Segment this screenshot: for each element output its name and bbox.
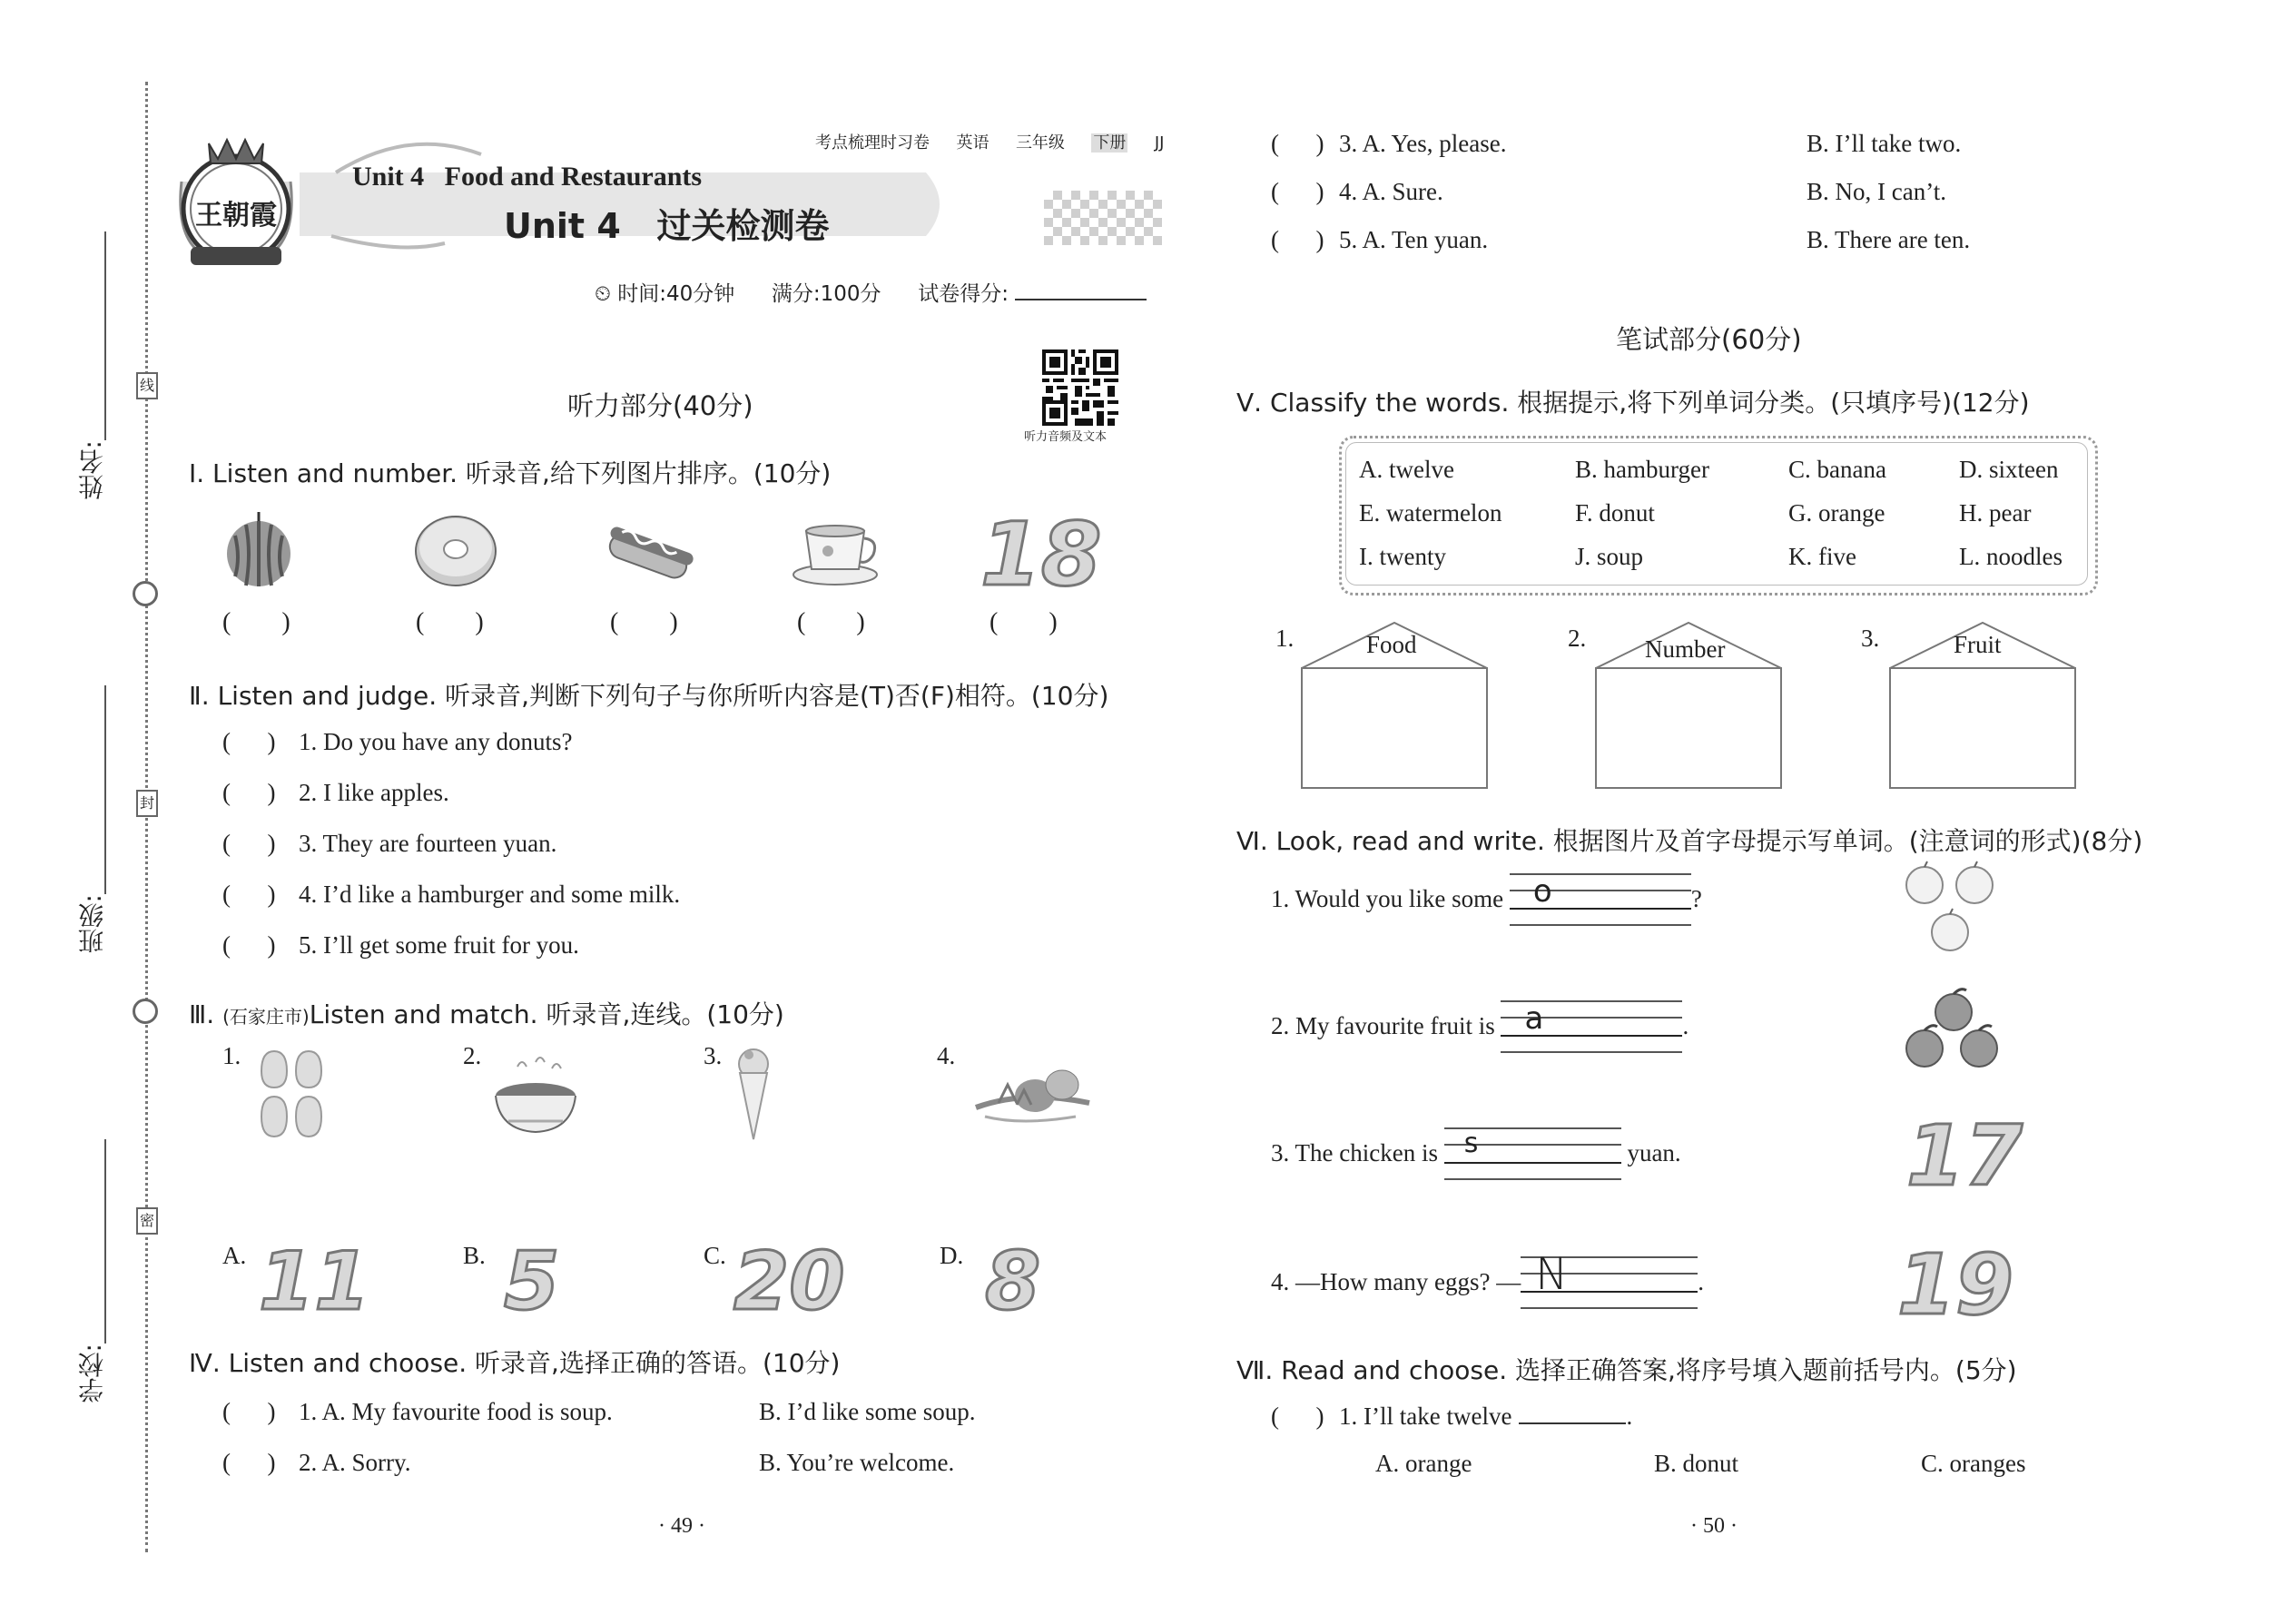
qr-caption: 听力音频及文本 [1024, 430, 1108, 444]
watermelon-picture [222, 508, 295, 590]
header-info [815, 130, 1165, 153]
test-title: Unit 4 过关检测卷 [504, 206, 830, 246]
clock-icon: ⏲ [595, 282, 611, 306]
word-item: H. pear [1959, 499, 2032, 527]
match-label-2: 2. [463, 1042, 482, 1069]
section-7-title: Ⅶ. Read and choose. 选择正确答案,将序号填入题前括号内。(5分) [1236, 1355, 2017, 1385]
hint-letter: N [1535, 1249, 1569, 1300]
section-1-title: Ⅰ. Listen and number. 听录音,给下列图片排序。(10分) [189, 458, 832, 488]
grade: 三年级 [1015, 133, 1065, 153]
section-4-title: Ⅳ. Listen and choose. 听录音,选择正确的答语。(10分) [189, 1348, 841, 1378]
binding-hole [133, 999, 158, 1024]
option-c: C. oranges [1921, 1450, 2026, 1477]
house-number-2: 2. [1568, 625, 1587, 652]
choose-item: ( ) 2. A. Sorry. [222, 1449, 411, 1476]
unit-title: Unit 4 Food and Restaurants [352, 162, 703, 192]
hot-dog-picture [604, 517, 694, 590]
judge-item: ( ) 2. I like apples. [222, 779, 449, 806]
house-number-3: 3. [1861, 625, 1880, 652]
binding-hole [133, 581, 158, 606]
write-item-2: 2. My favourite fruit is a . [1271, 997, 1689, 1060]
section-3-title: Ⅲ. (石家庄市)Listen and match. 听录音,连线。(10分) [189, 999, 784, 1029]
logo-text: 王朝霞 [195, 200, 277, 231]
house-label-number: Number [1645, 635, 1726, 663]
listening-heading: 听力部分(40分) [567, 390, 753, 421]
number-18-picture: 18 [980, 504, 1102, 605]
number-8-picture[interactable]: 8 [985, 1235, 1041, 1328]
answer-paren[interactable]: ( ) [1271, 130, 1324, 157]
cut-mark-line: 线 [136, 372, 158, 399]
match-label-4: 4. [937, 1042, 956, 1069]
subject: 英语 [956, 133, 989, 153]
name-label: 姓名: [77, 440, 107, 500]
exam-meta [595, 277, 1147, 307]
word-item: I. twenty [1359, 543, 1446, 570]
four-line-blank[interactable] [1521, 1249, 1698, 1316]
hint-letter: a [1524, 1000, 1544, 1037]
answer-paren[interactable]: ( ) [222, 931, 276, 959]
score-label: 试卷得分: [918, 282, 1009, 306]
answer-paren[interactable]: ( ) [222, 830, 276, 857]
brand-logo [163, 127, 309, 272]
option-b: B. donut [1654, 1450, 1739, 1477]
pears-picture[interactable] [254, 1044, 331, 1144]
name-field[interactable] [104, 231, 106, 440]
choose-option-b: B. No, I can’t. [1807, 178, 1946, 205]
choose-item: ( ) 5. A. Ten yuan. [1271, 226, 1489, 253]
answer-paren-3[interactable]: ( ) [610, 608, 678, 636]
answer-paren[interactable]: ( ) [1271, 1403, 1324, 1430]
answer-paren[interactable]: ( ) [222, 1449, 276, 1476]
vegetables-picture[interactable] [971, 1058, 1094, 1130]
full-score: 满分:100分 [771, 282, 881, 306]
judge-item: ( ) 5. I’ll get some fruit for you. [222, 931, 579, 959]
word-item: L. noodles [1959, 543, 2063, 570]
school-field[interactable] [104, 1139, 106, 1343]
teacup-picture [790, 513, 885, 590]
banner-checker-pattern [1044, 191, 1162, 245]
choose-item: ( ) 1. A. My favourite food is soup. [222, 1398, 613, 1425]
match-option-b: B. [463, 1242, 486, 1269]
answer-paren[interactable]: ( ) [1271, 178, 1324, 205]
exam-time: 时间:40分钟 [617, 282, 735, 306]
four-line-blank[interactable] [1444, 1124, 1621, 1187]
word-item: A. twelve [1359, 456, 1454, 483]
page-number-left: · 49 · [658, 1514, 705, 1538]
section-5-title: Ⅴ. Classify the words. 根据提示,将下列单词分类。(只填序号)(12分) [1236, 388, 2030, 418]
match-label-1: 1. [222, 1042, 241, 1069]
answer-paren[interactable]: ( ) [222, 728, 276, 755]
choose-option-b: B. There are ten. [1807, 226, 1971, 253]
word-item: C. banana [1788, 456, 1886, 483]
word-item: E. watermelon [1359, 499, 1502, 527]
answer-paren-2[interactable]: ( ) [416, 608, 484, 636]
write-item-4: 4. —How many eggs? — N . [1271, 1253, 1704, 1316]
house-label-fruit: Fruit [1954, 631, 2002, 658]
answer-paren[interactable]: ( ) [222, 779, 276, 806]
word-item: G. orange [1788, 499, 1885, 527]
series-name: 考点梳理时习卷 [815, 133, 930, 153]
section-6-title: Ⅵ. Look, read and write. 根据图片及首字母提示写单词。(注意词的形式)(8分) [1236, 826, 2143, 856]
choose-item: ( ) 3. A. Yes, please. [1271, 130, 1507, 157]
option-a: A. orange [1375, 1450, 1472, 1477]
choose-item: ( ) 4. A. Sure. [1271, 178, 1443, 205]
write-item-3: 3. The chicken is s yuan. [1271, 1124, 1681, 1187]
match-option-a: A. [222, 1242, 247, 1269]
word-item: F. donut [1575, 499, 1655, 527]
four-line-blank[interactable] [1501, 997, 1682, 1060]
choose-option-b: B. I’ll take two. [1807, 130, 1962, 157]
hint-letter: s [1463, 1127, 1479, 1159]
four-line-blank[interactable] [1510, 870, 1691, 933]
hint-letter: o [1532, 873, 1552, 910]
ice-cream-picture[interactable] [731, 1044, 776, 1144]
written-heading: 笔试部分(60分) [1616, 324, 1802, 355]
match-option-c: C. [704, 1242, 726, 1269]
word-item: K. five [1788, 543, 1856, 570]
class-label: 班级: [77, 894, 107, 954]
cut-mark-close: 密 [136, 1207, 158, 1235]
page-number-right: · 50 · [1690, 1514, 1738, 1538]
choose-option-b: B. I’d like some soup. [759, 1398, 976, 1425]
read-choose-item: ( ) 1. I’ll take twelve . [1271, 1403, 1633, 1430]
score-field[interactable] [1015, 299, 1147, 300]
judge-item: ( ) 4. I’d like a hamburger and some milk. [222, 881, 681, 908]
cut-mark-seal: 封 [136, 790, 158, 817]
word-item: J. soup [1575, 543, 1644, 570]
judge-item: ( ) 1. Do you have any donuts? [222, 728, 573, 755]
house-label-food: Food [1366, 631, 1417, 658]
number-17-picture: 17 [1906, 1107, 2023, 1205]
noodles-bowl-picture[interactable] [490, 1048, 581, 1139]
word-item: D. sixteen [1959, 456, 2059, 483]
answer-paren[interactable]: ( ) [222, 1398, 276, 1425]
oranges-picture [1897, 858, 2006, 958]
qr-code[interactable] [1042, 349, 1118, 426]
binding-dotted-line [145, 82, 148, 1552]
donut-picture [413, 513, 499, 590]
match-label-3: 3. [704, 1042, 723, 1069]
region-note: (石家庄市) [222, 1006, 310, 1028]
match-option-d: D. [940, 1242, 964, 1269]
choose-option-b: B. You’re welcome. [759, 1449, 955, 1476]
word-item: B. hamburger [1575, 456, 1709, 483]
judge-item: ( ) 3. They are fourteen yuan. [222, 830, 557, 857]
number-19-picture: 19 [1897, 1236, 2014, 1334]
edition: JJ [1154, 133, 1165, 153]
apples-picture [1897, 985, 2006, 1076]
answer-paren-5[interactable]: ( ) [989, 608, 1058, 636]
class-field[interactable] [104, 685, 106, 894]
house-number-1: 1. [1275, 625, 1295, 652]
answer-paren[interactable]: ( ) [1271, 226, 1324, 253]
answer-paren[interactable]: ( ) [222, 881, 276, 908]
answer-paren-4[interactable]: ( ) [797, 608, 865, 636]
section-2-title: Ⅱ. Listen and judge. 听录音,判断下列句子与你所听内容是(T)否(F)相符。(10分) [189, 681, 1109, 711]
term: 下册 [1093, 133, 1127, 153]
number-20-picture[interactable]: 20 [733, 1235, 845, 1328]
write-item-1: 1. Would you like some o ? [1271, 870, 1702, 933]
number-11-picture[interactable]: 11 [259, 1235, 370, 1328]
school-label: 学校: [77, 1343, 107, 1403]
answer-paren-1[interactable]: ( ) [222, 608, 290, 636]
number-5-picture[interactable]: 5 [504, 1235, 560, 1328]
answer-blank[interactable] [1519, 1422, 1626, 1424]
